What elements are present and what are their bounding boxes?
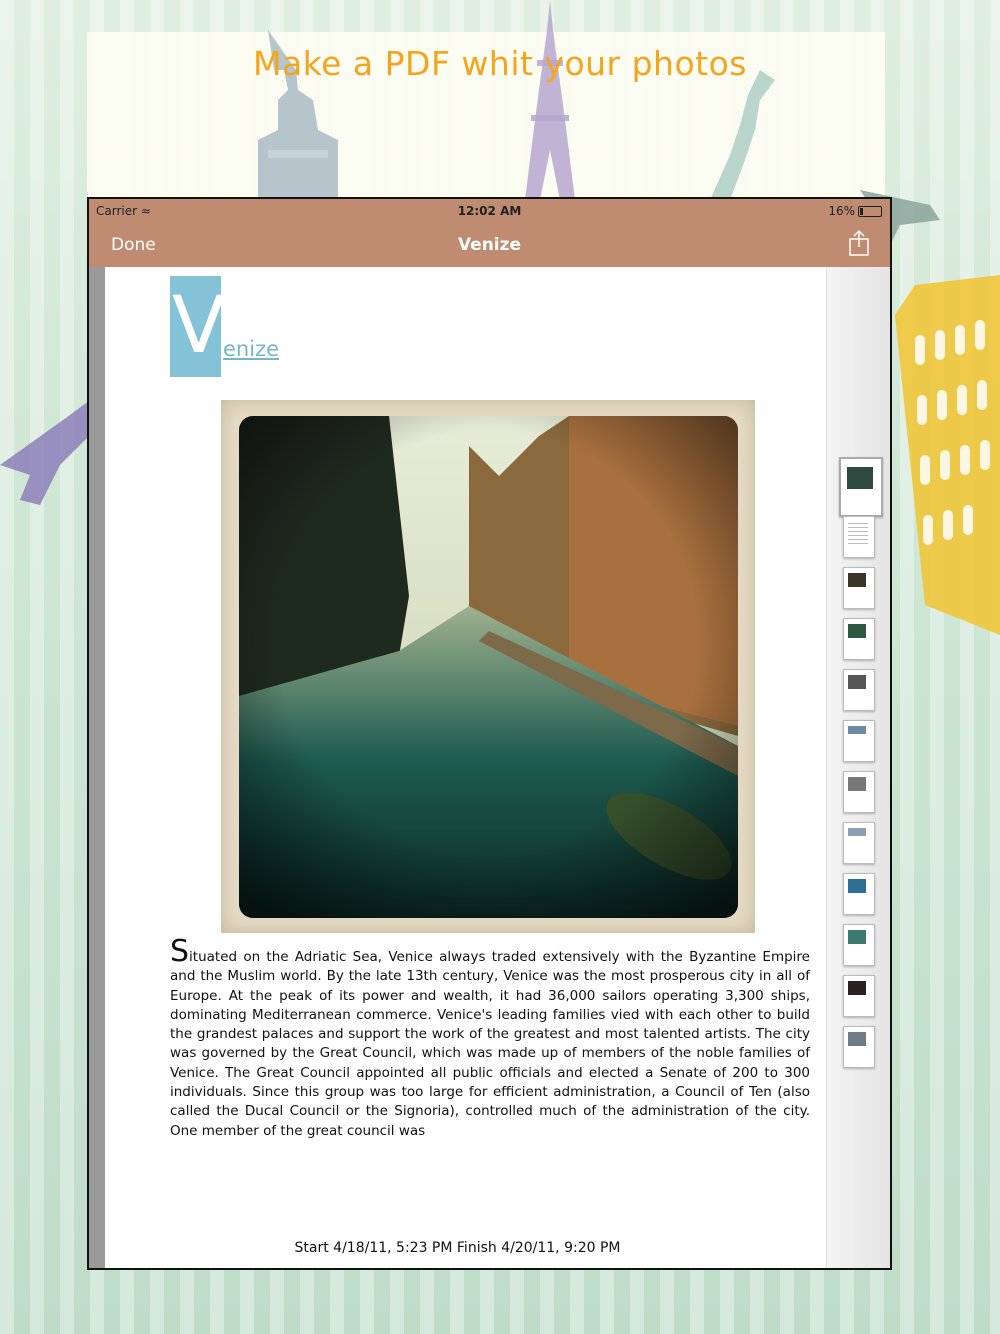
page-thumbnail[interactable] — [843, 618, 875, 660]
page-thumbnail[interactable] — [843, 516, 875, 558]
document-title: Venize — [457, 235, 522, 255]
leaning-tower-illustration — [875, 275, 1000, 635]
page-footer: Start 4/18/11, 5:23 PM Finish 4/20/11, 9:20 PM — [294, 1240, 621, 1256]
page-heading: enize — [223, 337, 280, 361]
photo-frame — [221, 400, 755, 933]
status-battery — [828, 204, 882, 218]
page-thumbnail[interactable] — [843, 567, 875, 609]
page-thumbnail[interactable] — [843, 669, 875, 711]
title-dropcap: V — [172, 281, 226, 371]
page-edge — [89, 267, 105, 1268]
page-thumbnail[interactable] — [843, 822, 875, 864]
done-button[interactable]: Done — [111, 235, 156, 255]
ipad-screen — [87, 197, 892, 1270]
navigation-bar — [89, 199, 890, 267]
tower-illustration-right — [700, 70, 790, 200]
pdf-viewer[interactable] — [89, 267, 890, 1268]
promo-headline: Make a PDF whit your photos — [253, 44, 747, 83]
battery-icon — [858, 206, 882, 217]
page-thumbnail[interactable] — [843, 873, 875, 915]
page-thumbnail[interactable] — [839, 457, 883, 517]
battery-percent: 16% — [828, 204, 855, 218]
share-icon[interactable] — [848, 229, 870, 257]
page-thumbnail[interactable] — [843, 924, 875, 966]
eiffel-tower-illustration — [515, 0, 585, 200]
venice-canal-photo — [239, 416, 738, 918]
page-thumbnail[interactable] — [843, 771, 875, 813]
page-thumbnail[interactable] — [843, 975, 875, 1017]
biplane-left-illustration — [0, 395, 90, 510]
status-time: 12:02 AM — [457, 204, 522, 218]
body-paragraph — [170, 934, 810, 1141]
body-text: ituated on the Adriatic Sea, Venice always traded extensively with the Byzantine Empire and the Muslim world. By the late 13th century, Venice was the most prosperous city in all of Europe. At the peak of its power and wealth, it had 36,000 sailors operating 3,300 ships, dominating Mediterranean commerce. Venice's leading families vied with each other to build the grandest palaces and support the work of the greatest and most talented artists. The city was governed by the Great Council, which was made up of members of the noble families of Venice. The Great Council appointed all public officials and elected a Senate of 200 to 300 individuals. Since this group was too large for efficient administration, a Council of Ten (also called the Ducal Council or the Signoria), controlled much of the administration of the city. One member of the great council was — [170, 949, 810, 1139]
wifi-icon: ≈ — [140, 204, 151, 218]
carrier-label: Carrier — [96, 204, 138, 218]
page-thumbnails — [826, 267, 891, 1268]
body-dropcap: S — [170, 934, 190, 969]
page-thumbnail[interactable] — [843, 720, 875, 762]
page-thumbnail[interactable] — [843, 1026, 875, 1068]
